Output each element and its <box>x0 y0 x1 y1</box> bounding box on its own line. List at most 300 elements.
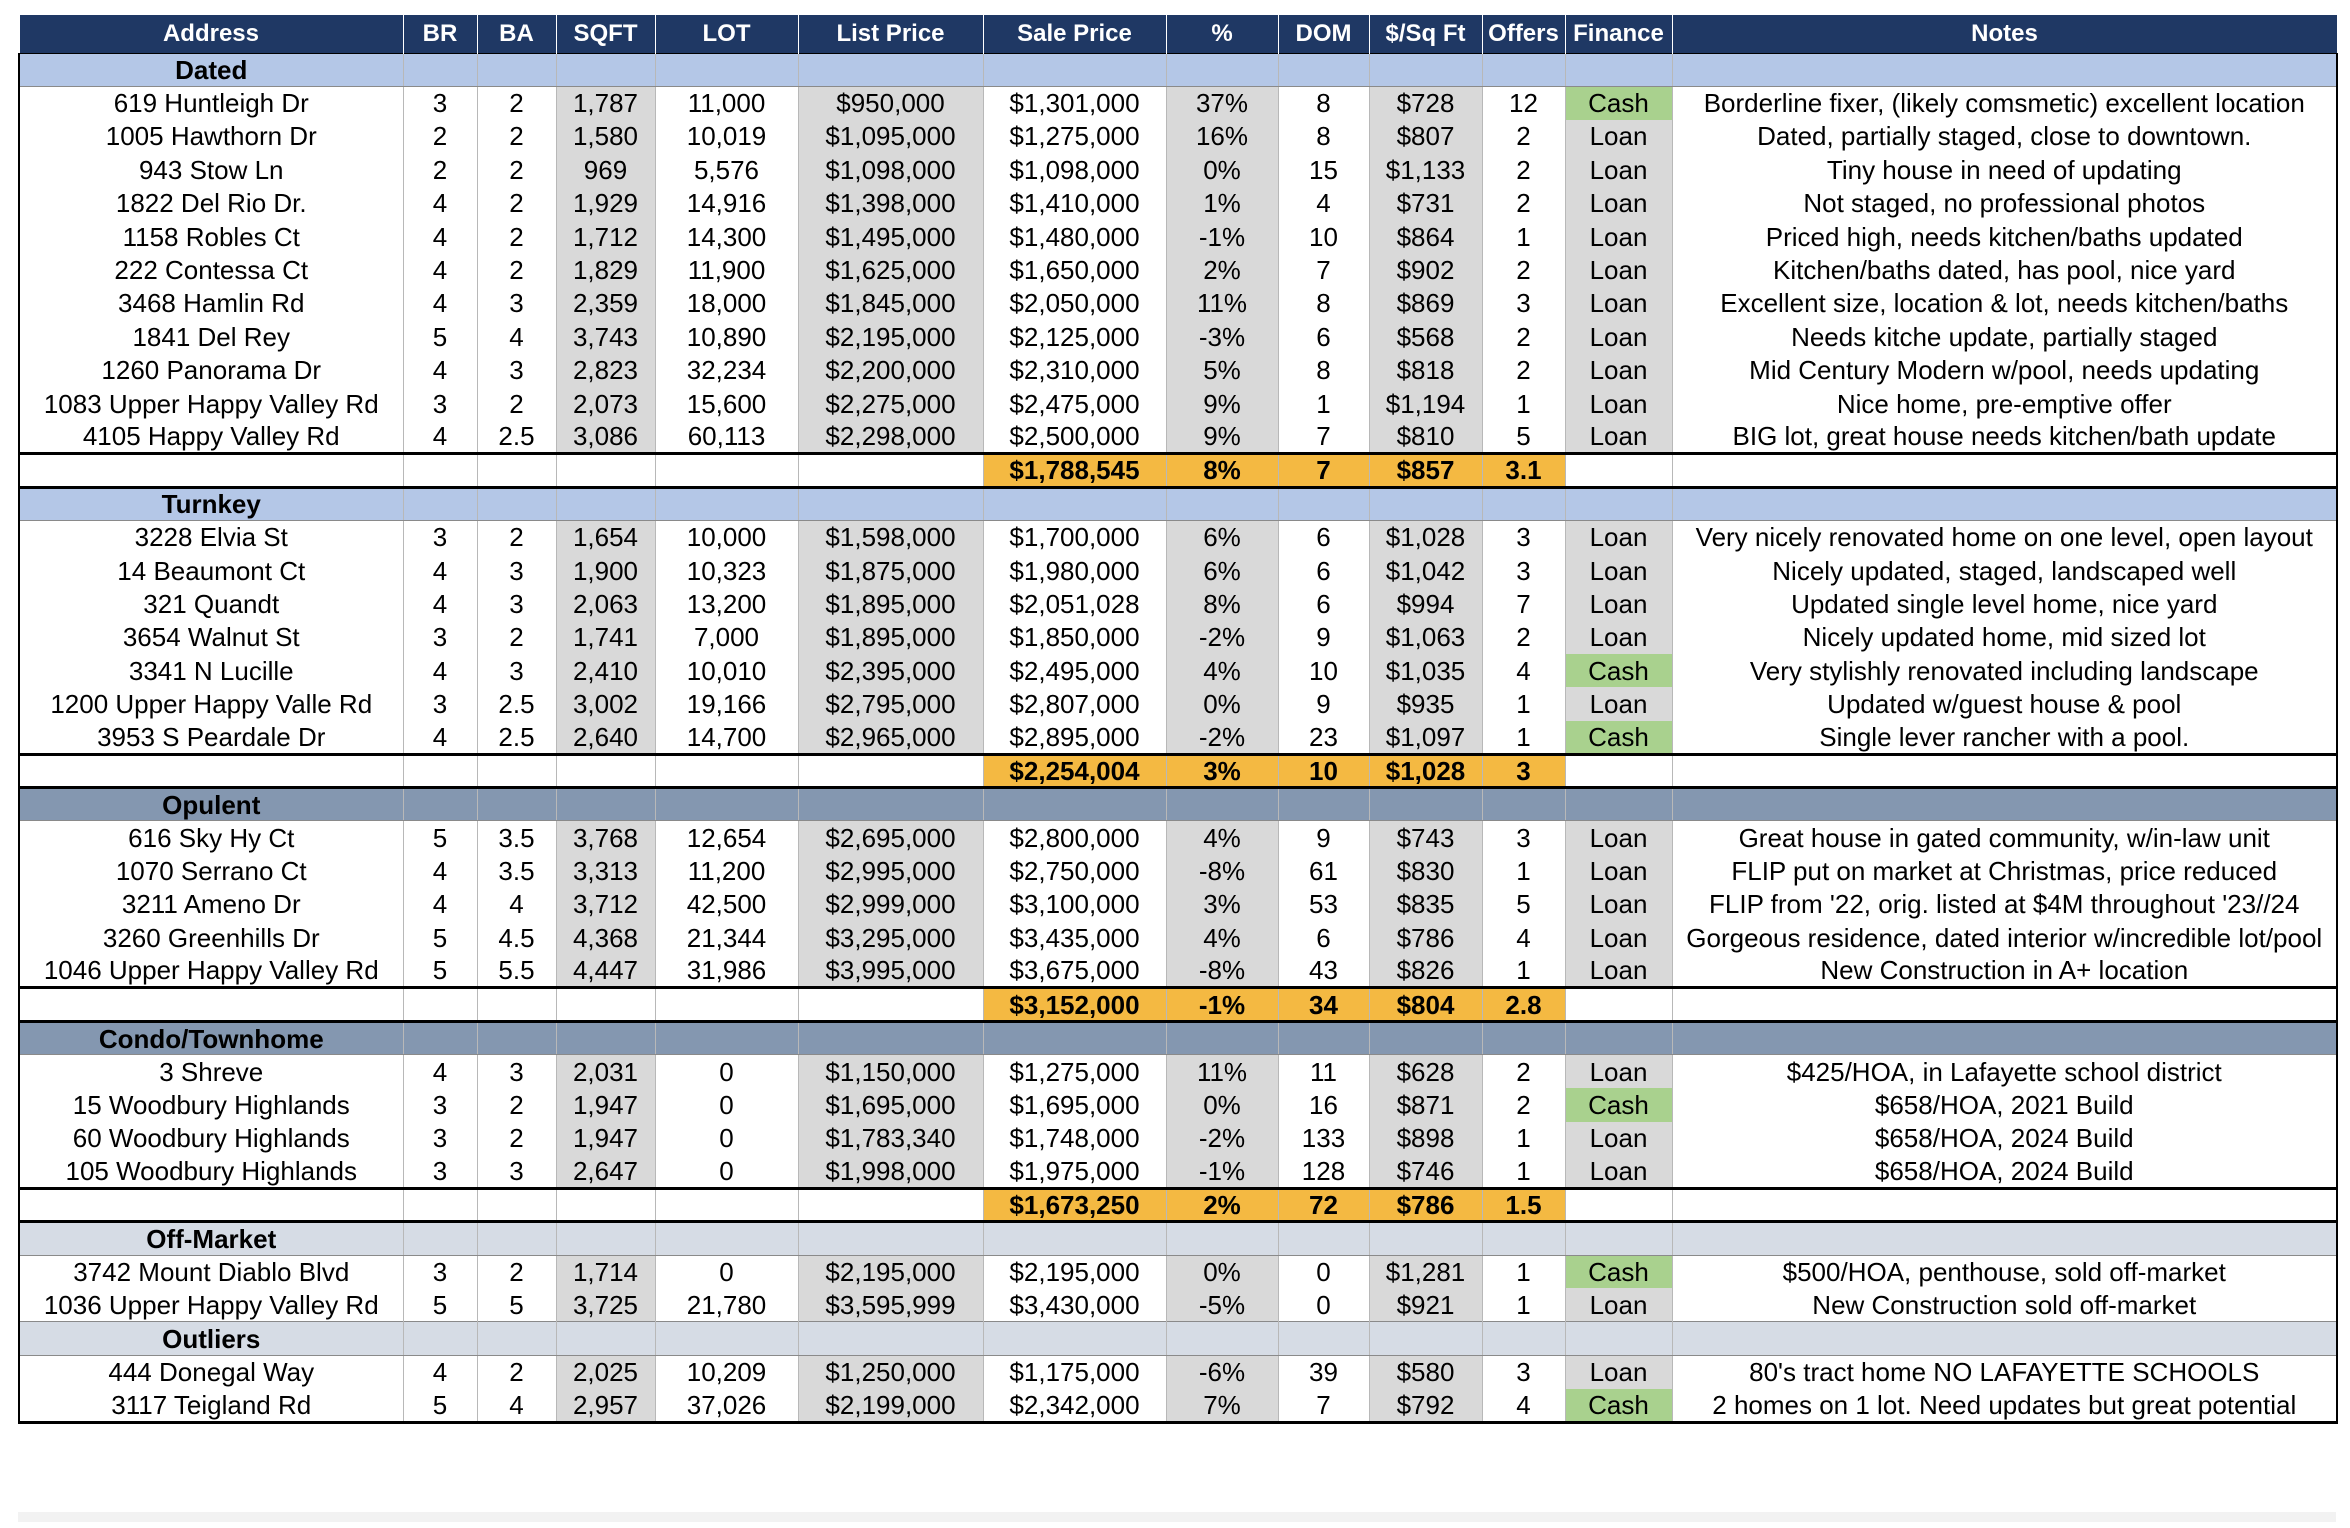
address-cell[interactable]: 3 Shreve <box>19 1055 403 1088</box>
section-empty-cell[interactable] <box>1482 788 1565 821</box>
offers-cell[interactable]: 1 <box>1482 1255 1565 1288</box>
finance-cell[interactable]: Loan <box>1565 1155 1672 1188</box>
sale-price-cell[interactable]: $2,125,000 <box>983 320 1166 353</box>
offers-cell[interactable]: 1 <box>1482 687 1565 720</box>
section-title[interactable]: Off-Market <box>19 1222 403 1255</box>
br-cell[interactable]: 5 <box>403 955 477 988</box>
offers-cell[interactable]: 1 <box>1482 220 1565 253</box>
percent-cell[interactable]: 7% <box>1166 1389 1278 1422</box>
notes-cell[interactable]: Nicely updated, staged, landscaped well <box>1672 554 2337 587</box>
notes-cell[interactable]: New Construction sold off-market <box>1672 1288 2337 1321</box>
sale-price-cell[interactable]: $2,051,028 <box>983 587 1166 620</box>
sqft-cell[interactable]: 2,359 <box>556 287 655 320</box>
br-cell[interactable]: 4 <box>403 888 477 921</box>
list-price-cell[interactable]: $1,095,000 <box>798 120 983 153</box>
percent-cell[interactable]: -1% <box>1166 220 1278 253</box>
section-empty-cell[interactable] <box>1565 487 1672 520</box>
section-empty-cell[interactable] <box>1278 53 1369 86</box>
br-cell[interactable]: 3 <box>403 86 477 119</box>
dom-cell[interactable]: 6 <box>1278 320 1369 353</box>
br-cell[interactable]: 4 <box>403 587 477 620</box>
price-per-sqft-cell[interactable]: $810 <box>1369 420 1482 453</box>
br-cell[interactable]: 3 <box>403 1088 477 1121</box>
address-cell[interactable]: 619 Huntleigh Dr <box>19 86 403 119</box>
list-price-cell[interactable]: $950,000 <box>798 86 983 119</box>
section-empty-cell[interactable] <box>1166 788 1278 821</box>
list-price-cell[interactable]: $1,895,000 <box>798 587 983 620</box>
address-cell[interactable]: 444 Donegal Way <box>19 1355 403 1388</box>
column-header-address[interactable]: Address <box>19 15 403 53</box>
section-empty-cell[interactable] <box>556 1222 655 1255</box>
dom-cell[interactable]: 0 <box>1278 1288 1369 1321</box>
price-per-sqft-cell[interactable]: $1,194 <box>1369 387 1482 420</box>
notes-cell[interactable]: Very nicely renovated home on one level, open layout <box>1672 520 2337 553</box>
notes-cell[interactable]: FLIP put on market at Christmas, price reduced <box>1672 854 2337 887</box>
list-price-cell[interactable]: $2,395,000 <box>798 654 983 687</box>
notes-cell[interactable]: Needs kitche update, partially staged <box>1672 320 2337 353</box>
sale-price-cell[interactable]: $3,430,000 <box>983 1288 1166 1321</box>
ba-cell[interactable]: 3 <box>477 1155 556 1188</box>
average-offers-cell[interactable]: 1.5 <box>1482 1188 1565 1221</box>
sale-price-cell[interactable]: $1,275,000 <box>983 120 1166 153</box>
price-per-sqft-cell[interactable]: $743 <box>1369 821 1482 854</box>
dom-cell[interactable]: 6 <box>1278 554 1369 587</box>
sqft-cell[interactable]: 1,712 <box>556 220 655 253</box>
percent-cell[interactable]: 0% <box>1166 687 1278 720</box>
column-header-list-price[interactable]: List Price <box>798 15 983 53</box>
notes-cell[interactable]: $658/HOA, 2024 Build <box>1672 1155 2337 1188</box>
offers-cell[interactable]: 3 <box>1482 821 1565 854</box>
section-empty-cell[interactable] <box>1278 1021 1369 1054</box>
dom-cell[interactable]: 8 <box>1278 354 1369 387</box>
column-header-dom[interactable]: DOM <box>1278 15 1369 53</box>
column-header-notes[interactable]: Notes <box>1672 15 2337 53</box>
list-price-cell[interactable]: $3,295,000 <box>798 921 983 954</box>
notes-cell[interactable]: 80's tract home NO LAFAYETTE SCHOOLS <box>1672 1355 2337 1388</box>
lot-cell[interactable]: 10,000 <box>655 520 798 553</box>
lot-cell[interactable]: 60,113 <box>655 420 798 453</box>
list-price-cell[interactable]: $1,625,000 <box>798 253 983 286</box>
price-per-sqft-cell[interactable]: $807 <box>1369 120 1482 153</box>
list-price-cell[interactable]: $1,783,340 <box>798 1122 983 1155</box>
br-cell[interactable]: 4 <box>403 253 477 286</box>
sqft-cell[interactable]: 1,787 <box>556 86 655 119</box>
average-price-per-sqft-cell[interactable]: $804 <box>1369 988 1482 1021</box>
section-empty-cell[interactable] <box>477 53 556 86</box>
section-empty-cell[interactable] <box>1166 53 1278 86</box>
list-price-cell[interactable]: $2,965,000 <box>798 721 983 754</box>
ba-cell[interactable]: 3 <box>477 554 556 587</box>
average-percent-cell[interactable]: -1% <box>1166 988 1278 1021</box>
br-cell[interactable]: 4 <box>403 187 477 220</box>
address-cell[interactable]: 1260 Panorama Dr <box>19 354 403 387</box>
list-price-cell[interactable]: $2,195,000 <box>798 1255 983 1288</box>
finance-cell[interactable]: Loan <box>1565 320 1672 353</box>
list-price-cell[interactable]: $1,845,000 <box>798 287 983 320</box>
br-cell[interactable]: 2 <box>403 120 477 153</box>
section-empty-cell[interactable] <box>403 1322 477 1355</box>
notes-cell[interactable]: Gorgeous residence, dated interior w/incredible lot/pool <box>1672 921 2337 954</box>
finance-cell[interactable]: Cash <box>1565 654 1672 687</box>
percent-cell[interactable]: 2% <box>1166 253 1278 286</box>
sqft-cell[interactable]: 3,086 <box>556 420 655 453</box>
offers-cell[interactable]: 5 <box>1482 420 1565 453</box>
percent-cell[interactable]: 1% <box>1166 187 1278 220</box>
lot-cell[interactable]: 10,323 <box>655 554 798 587</box>
percent-cell[interactable]: 11% <box>1166 287 1278 320</box>
ba-cell[interactable]: 2 <box>477 187 556 220</box>
dom-cell[interactable]: 10 <box>1278 220 1369 253</box>
finance-cell[interactable]: Loan <box>1565 520 1672 553</box>
address-cell[interactable]: 14 Beaumont Ct <box>19 554 403 587</box>
sale-price-cell[interactable]: $1,980,000 <box>983 554 1166 587</box>
sqft-cell[interactable]: 3,725 <box>556 1288 655 1321</box>
sqft-cell[interactable]: 1,829 <box>556 253 655 286</box>
ba-cell[interactable]: 2.5 <box>477 420 556 453</box>
percent-cell[interactable]: 4% <box>1166 921 1278 954</box>
section-empty-cell[interactable] <box>1565 788 1672 821</box>
list-price-cell[interactable]: $3,995,000 <box>798 955 983 988</box>
ba-cell[interactable]: 2 <box>477 1088 556 1121</box>
section-empty-cell[interactable] <box>798 1021 983 1054</box>
sqft-cell[interactable]: 4,368 <box>556 921 655 954</box>
sqft-cell[interactable]: 1,741 <box>556 621 655 654</box>
offers-cell[interactable]: 2 <box>1482 153 1565 186</box>
offers-cell[interactable]: 5 <box>1482 888 1565 921</box>
sale-price-cell[interactable]: $1,650,000 <box>983 253 1166 286</box>
notes-cell[interactable]: Very stylishly renovated including landscape <box>1672 654 2337 687</box>
dom-cell[interactable]: 61 <box>1278 854 1369 887</box>
dom-cell[interactable]: 9 <box>1278 821 1369 854</box>
offers-cell[interactable]: 1 <box>1482 387 1565 420</box>
list-price-cell[interactable]: $1,495,000 <box>798 220 983 253</box>
percent-cell[interactable]: 0% <box>1166 153 1278 186</box>
section-empty-cell[interactable] <box>655 1322 798 1355</box>
average-sale-price-cell[interactable]: $3,152,000 <box>983 988 1166 1021</box>
notes-cell[interactable]: $500/HOA, penthouse, sold off-market <box>1672 1255 2337 1288</box>
list-price-cell[interactable]: $1,875,000 <box>798 554 983 587</box>
percent-cell[interactable]: 4% <box>1166 654 1278 687</box>
br-cell[interactable]: 4 <box>403 854 477 887</box>
price-per-sqft-cell[interactable]: $1,042 <box>1369 554 1482 587</box>
finance-cell[interactable]: Loan <box>1565 120 1672 153</box>
lot-cell[interactable]: 0 <box>655 1155 798 1188</box>
column-header-ba[interactable]: BA <box>477 15 556 53</box>
sale-price-cell[interactable]: $2,195,000 <box>983 1255 1166 1288</box>
sqft-cell[interactable]: 1,654 <box>556 520 655 553</box>
price-per-sqft-cell[interactable]: $728 <box>1369 86 1482 119</box>
finance-cell[interactable]: Loan <box>1565 187 1672 220</box>
section-empty-cell[interactable] <box>1166 1222 1278 1255</box>
address-cell[interactable]: 3211 Ameno Dr <box>19 888 403 921</box>
notes-cell[interactable]: New Construction in A+ location <box>1672 955 2337 988</box>
lot-cell[interactable]: 32,234 <box>655 354 798 387</box>
offers-cell[interactable]: 1 <box>1482 1288 1565 1321</box>
finance-cell[interactable]: Cash <box>1565 721 1672 754</box>
notes-cell[interactable]: Dated, partially staged, close to downtown. <box>1672 120 2337 153</box>
ba-cell[interactable]: 4 <box>477 888 556 921</box>
sale-price-cell[interactable]: $1,975,000 <box>983 1155 1166 1188</box>
section-empty-cell[interactable] <box>1565 1322 1672 1355</box>
br-cell[interactable]: 4 <box>403 220 477 253</box>
percent-cell[interactable]: 4% <box>1166 821 1278 854</box>
sale-price-cell[interactable]: $1,748,000 <box>983 1122 1166 1155</box>
section-empty-cell[interactable] <box>1482 1222 1565 1255</box>
price-per-sqft-cell[interactable]: $1,281 <box>1369 1255 1482 1288</box>
br-cell[interactable]: 2 <box>403 153 477 186</box>
notes-cell[interactable]: Updated w/guest house & pool <box>1672 687 2337 720</box>
sqft-cell[interactable]: 2,025 <box>556 1355 655 1388</box>
ba-cell[interactable]: 3 <box>477 1055 556 1088</box>
lot-cell[interactable]: 21,344 <box>655 921 798 954</box>
percent-cell[interactable]: 0% <box>1166 1088 1278 1121</box>
section-empty-cell[interactable] <box>655 1021 798 1054</box>
section-empty-cell[interactable] <box>403 487 477 520</box>
section-empty-cell[interactable] <box>1672 487 2337 520</box>
average-dom-cell[interactable]: 72 <box>1278 1188 1369 1221</box>
average-sale-price-cell[interactable]: $1,673,250 <box>983 1188 1166 1221</box>
section-empty-cell[interactable] <box>655 53 798 86</box>
dom-cell[interactable]: 23 <box>1278 721 1369 754</box>
finance-cell[interactable]: Loan <box>1565 354 1672 387</box>
ba-cell[interactable]: 2 <box>477 153 556 186</box>
notes-cell[interactable]: BIG lot, great house needs kitchen/bath update <box>1672 420 2337 453</box>
section-empty-cell[interactable] <box>798 788 983 821</box>
price-per-sqft-cell[interactable]: $898 <box>1369 1122 1482 1155</box>
finance-cell[interactable]: Cash <box>1565 1389 1672 1422</box>
br-cell[interactable]: 3 <box>403 1155 477 1188</box>
price-per-sqft-cell[interactable]: $792 <box>1369 1389 1482 1422</box>
sqft-cell[interactable]: 2,640 <box>556 721 655 754</box>
section-empty-cell[interactable] <box>983 1322 1166 1355</box>
sale-price-cell[interactable]: $1,850,000 <box>983 621 1166 654</box>
section-empty-cell[interactable] <box>655 788 798 821</box>
average-percent-cell[interactable]: 8% <box>1166 454 1278 487</box>
dom-cell[interactable]: 8 <box>1278 287 1369 320</box>
br-cell[interactable]: 4 <box>403 654 477 687</box>
finance-cell[interactable]: Loan <box>1565 1288 1672 1321</box>
offers-cell[interactable]: 2 <box>1482 187 1565 220</box>
dom-cell[interactable]: 1 <box>1278 387 1369 420</box>
section-empty-cell[interactable] <box>1482 1021 1565 1054</box>
br-cell[interactable]: 3 <box>403 687 477 720</box>
finance-cell[interactable]: Loan <box>1565 220 1672 253</box>
finance-cell[interactable]: Loan <box>1565 253 1672 286</box>
section-empty-cell[interactable] <box>983 1021 1166 1054</box>
dom-cell[interactable]: 7 <box>1278 420 1369 453</box>
price-per-sqft-cell[interactable]: $1,028 <box>1369 520 1482 553</box>
finance-cell[interactable]: Loan <box>1565 955 1672 988</box>
average-sale-price-cell[interactable]: $2,254,004 <box>983 754 1166 787</box>
br-cell[interactable]: 5 <box>403 821 477 854</box>
list-price-cell[interactable]: $1,250,000 <box>798 1355 983 1388</box>
dom-cell[interactable]: 6 <box>1278 921 1369 954</box>
price-per-sqft-cell[interactable]: $826 <box>1369 955 1482 988</box>
column-header-lot[interactable]: LOT <box>655 15 798 53</box>
finance-cell[interactable]: Loan <box>1565 1355 1672 1388</box>
lot-cell[interactable]: 0 <box>655 1055 798 1088</box>
address-cell[interactable]: 1158 Robles Ct <box>19 220 403 253</box>
dom-cell[interactable]: 8 <box>1278 120 1369 153</box>
address-cell[interactable]: 943 Stow Ln <box>19 153 403 186</box>
lot-cell[interactable]: 21,780 <box>655 1288 798 1321</box>
section-empty-cell[interactable] <box>477 1322 556 1355</box>
section-empty-cell[interactable] <box>1565 1021 1672 1054</box>
percent-cell[interactable]: 8% <box>1166 587 1278 620</box>
notes-cell[interactable]: FLIP from '22, orig. listed at $4M throughout '23//24 <box>1672 888 2337 921</box>
column-header-br[interactable]: BR <box>403 15 477 53</box>
section-empty-cell[interactable] <box>556 487 655 520</box>
section-empty-cell[interactable] <box>1278 487 1369 520</box>
finance-cell[interactable]: Loan <box>1565 387 1672 420</box>
sqft-cell[interactable]: 2,063 <box>556 587 655 620</box>
lot-cell[interactable]: 11,200 <box>655 854 798 887</box>
ba-cell[interactable]: 2 <box>477 253 556 286</box>
dom-cell[interactable]: 4 <box>1278 187 1369 220</box>
offers-cell[interactable]: 2 <box>1482 320 1565 353</box>
section-empty-cell[interactable] <box>1278 788 1369 821</box>
section-empty-cell[interactable] <box>477 1222 556 1255</box>
lot-cell[interactable]: 14,300 <box>655 220 798 253</box>
notes-cell[interactable]: Updated single level home, nice yard <box>1672 587 2337 620</box>
ba-cell[interactable]: 2.5 <box>477 721 556 754</box>
sqft-cell[interactable]: 1,947 <box>556 1122 655 1155</box>
notes-cell[interactable]: $425/HOA, in Lafayette school district <box>1672 1055 2337 1088</box>
dom-cell[interactable]: 39 <box>1278 1355 1369 1388</box>
sale-price-cell[interactable]: $1,098,000 <box>983 153 1166 186</box>
list-price-cell[interactable]: $2,200,000 <box>798 354 983 387</box>
ba-cell[interactable]: 2 <box>477 120 556 153</box>
section-empty-cell[interactable] <box>1166 1322 1278 1355</box>
section-empty-cell[interactable] <box>1672 788 2337 821</box>
sqft-cell[interactable]: 2,957 <box>556 1389 655 1422</box>
sale-price-cell[interactable]: $2,500,000 <box>983 420 1166 453</box>
lot-cell[interactable]: 14,700 <box>655 721 798 754</box>
br-cell[interactable]: 3 <box>403 1122 477 1155</box>
average-percent-cell[interactable]: 2% <box>1166 1188 1278 1221</box>
br-cell[interactable]: 4 <box>403 420 477 453</box>
section-empty-cell[interactable] <box>1482 53 1565 86</box>
section-empty-cell[interactable] <box>983 1222 1166 1255</box>
price-per-sqft-cell[interactable]: $818 <box>1369 354 1482 387</box>
dom-cell[interactable]: 9 <box>1278 621 1369 654</box>
average-offers-cell[interactable]: 3 <box>1482 754 1565 787</box>
section-empty-cell[interactable] <box>556 1021 655 1054</box>
address-cell[interactable]: 616 Sky Hy Ct <box>19 821 403 854</box>
price-per-sqft-cell[interactable]: $869 <box>1369 287 1482 320</box>
percent-cell[interactable]: -2% <box>1166 621 1278 654</box>
sqft-cell[interactable]: 3,313 <box>556 854 655 887</box>
list-price-cell[interactable]: $2,795,000 <box>798 687 983 720</box>
lot-cell[interactable]: 5,576 <box>655 153 798 186</box>
list-price-cell[interactable]: $2,275,000 <box>798 387 983 420</box>
section-empty-cell[interactable] <box>1672 1222 2337 1255</box>
price-per-sqft-cell[interactable]: $830 <box>1369 854 1482 887</box>
sqft-cell[interactable]: 2,031 <box>556 1055 655 1088</box>
ba-cell[interactable]: 2 <box>477 387 556 420</box>
section-empty-cell[interactable] <box>403 53 477 86</box>
notes-cell[interactable]: Excellent size, location & lot, needs kitchen/baths <box>1672 287 2337 320</box>
ba-cell[interactable]: 2 <box>477 86 556 119</box>
price-per-sqft-cell[interactable]: $921 <box>1369 1288 1482 1321</box>
list-price-cell[interactable]: $1,398,000 <box>798 187 983 220</box>
offers-cell[interactable]: 3 <box>1482 1355 1565 1388</box>
sale-price-cell[interactable]: $2,800,000 <box>983 821 1166 854</box>
sqft-cell[interactable]: 1,947 <box>556 1088 655 1121</box>
dom-cell[interactable]: 16 <box>1278 1088 1369 1121</box>
ba-cell[interactable]: 2.5 <box>477 687 556 720</box>
finance-cell[interactable]: Loan <box>1565 621 1672 654</box>
offers-cell[interactable]: 2 <box>1482 1055 1565 1088</box>
ba-cell[interactable]: 3 <box>477 354 556 387</box>
price-per-sqft-cell[interactable]: $935 <box>1369 687 1482 720</box>
sale-price-cell[interactable]: $1,700,000 <box>983 520 1166 553</box>
sqft-cell[interactable]: 3,002 <box>556 687 655 720</box>
sqft-cell[interactable]: 1,580 <box>556 120 655 153</box>
lot-cell[interactable]: 42,500 <box>655 888 798 921</box>
notes-cell[interactable]: Borderline fixer, (likely comsmetic) excellent location <box>1672 86 2337 119</box>
percent-cell[interactable]: -2% <box>1166 721 1278 754</box>
dom-cell[interactable]: 15 <box>1278 153 1369 186</box>
address-cell[interactable]: 4105 Happy Valley Rd <box>19 420 403 453</box>
finance-cell[interactable]: Loan <box>1565 1122 1672 1155</box>
list-price-cell[interactable]: $2,999,000 <box>798 888 983 921</box>
section-empty-cell[interactable] <box>1166 487 1278 520</box>
price-per-sqft-cell[interactable]: $871 <box>1369 1088 1482 1121</box>
section-empty-cell[interactable] <box>1278 1322 1369 1355</box>
list-price-cell[interactable]: $1,998,000 <box>798 1155 983 1188</box>
br-cell[interactable]: 3 <box>403 621 477 654</box>
br-cell[interactable]: 4 <box>403 287 477 320</box>
sale-price-cell[interactable]: $1,275,000 <box>983 1055 1166 1088</box>
average-offers-cell[interactable]: 2.8 <box>1482 988 1565 1021</box>
list-price-cell[interactable]: $1,598,000 <box>798 520 983 553</box>
address-cell[interactable]: 3260 Greenhills Dr <box>19 921 403 954</box>
sale-price-cell[interactable]: $2,807,000 <box>983 687 1166 720</box>
offers-cell[interactable]: 2 <box>1482 621 1565 654</box>
section-empty-cell[interactable] <box>798 487 983 520</box>
ba-cell[interactable]: 5 <box>477 1288 556 1321</box>
sqft-cell[interactable]: 3,712 <box>556 888 655 921</box>
sqft-cell[interactable]: 1,929 <box>556 187 655 220</box>
dom-cell[interactable]: 7 <box>1278 1389 1369 1422</box>
address-cell[interactable]: 3654 Walnut St <box>19 621 403 654</box>
dom-cell[interactable]: 53 <box>1278 888 1369 921</box>
address-cell[interactable]: 3117 Teigland Rd <box>19 1389 403 1422</box>
section-empty-cell[interactable] <box>798 1322 983 1355</box>
address-cell[interactable]: 15 Woodbury Highlands <box>19 1088 403 1121</box>
section-empty-cell[interactable] <box>1672 1322 2337 1355</box>
list-price-cell[interactable]: $2,695,000 <box>798 821 983 854</box>
price-per-sqft-cell[interactable]: $786 <box>1369 921 1482 954</box>
sale-price-cell[interactable]: $2,342,000 <box>983 1389 1166 1422</box>
sqft-cell[interactable]: 3,743 <box>556 320 655 353</box>
finance-cell[interactable]: Loan <box>1565 854 1672 887</box>
address-cell[interactable]: 3341 N Lucille <box>19 654 403 687</box>
list-price-cell[interactable]: $2,195,000 <box>798 320 983 353</box>
notes-cell[interactable]: 2 homes on 1 lot. Need updates but great potential <box>1672 1389 2337 1422</box>
section-title[interactable]: Condo/Townhome <box>19 1021 403 1054</box>
br-cell[interactable]: 4 <box>403 1055 477 1088</box>
section-empty-cell[interactable] <box>1369 53 1482 86</box>
dom-cell[interactable]: 8 <box>1278 86 1369 119</box>
sale-price-cell[interactable]: $1,480,000 <box>983 220 1166 253</box>
finance-cell[interactable]: Loan <box>1565 420 1672 453</box>
percent-cell[interactable]: -5% <box>1166 1288 1278 1321</box>
address-cell[interactable]: 1083 Upper Happy Valley Rd <box>19 387 403 420</box>
lot-cell[interactable]: 12,654 <box>655 821 798 854</box>
offers-cell[interactable]: 2 <box>1482 354 1565 387</box>
